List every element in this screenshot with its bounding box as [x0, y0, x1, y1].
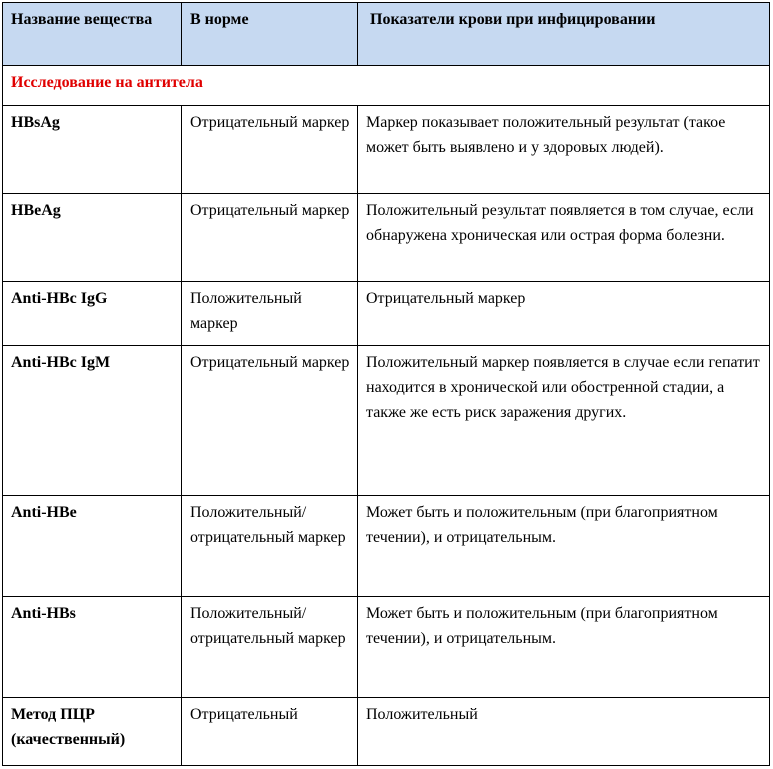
table-row — [3, 698, 770, 766]
marker-name: Anti-HBe — [3, 496, 182, 597]
marker-norm: Положительный/отрицательный маркер — [182, 597, 358, 698]
marker-infected: Может быть и положительным (при благоприятном течении), и отрицательным. — [358, 597, 770, 698]
header-row — [3, 3, 770, 66]
marker-name: HBeAg — [3, 194, 182, 282]
table-row — [3, 106, 770, 194]
marker-norm: Отрицательный — [182, 698, 358, 766]
header-name: Название вещества — [3, 3, 182, 66]
marker-norm: Отрицательный маркер — [182, 106, 358, 194]
marker-name: Метод ПЦР (качественный) — [3, 698, 182, 766]
marker-norm: Отрицательный маркер — [182, 194, 358, 282]
header-norm: В норме — [182, 3, 358, 66]
marker-norm: Положительный маркер — [182, 282, 358, 346]
marker-name: Anti-HBs — [3, 597, 182, 698]
table-row — [3, 194, 770, 282]
table-row — [3, 496, 770, 597]
table-row — [3, 597, 770, 698]
marker-norm: Отрицательный маркер — [182, 346, 358, 496]
table-row — [3, 282, 770, 346]
marker-infected: Положительный — [358, 698, 770, 766]
marker-name: Anti-HBc IgG — [3, 282, 182, 346]
section-title: Исследование на антитела — [3, 66, 770, 106]
marker-norm: Положительный/отрицательный маркер — [182, 496, 358, 597]
marker-name: HBsAg — [3, 106, 182, 194]
blood-markers-table — [2, 2, 770, 766]
marker-infected: Отрицательный маркер — [358, 282, 770, 346]
marker-infected: Может быть и положительным (при благоприятном течении), и отрицательным. — [358, 496, 770, 597]
marker-name: Anti-HBc IgM — [3, 346, 182, 496]
marker-infected: Маркер показывает положительный результат (такое может быть выявлено и у здоровых людей). — [358, 106, 770, 194]
marker-infected: Положительный результат появляется в том случае, если обнаружена хроническая или острая форма болезни. — [358, 194, 770, 282]
section-row — [3, 66, 770, 106]
marker-infected: Положительный маркер появляется в случае если гепатит находится в хронической или обостренной стадии, а также же есть риск заражения других. — [358, 346, 770, 496]
table-row — [3, 346, 770, 496]
header-infected: Показатели крови при инфицировании — [358, 3, 770, 66]
